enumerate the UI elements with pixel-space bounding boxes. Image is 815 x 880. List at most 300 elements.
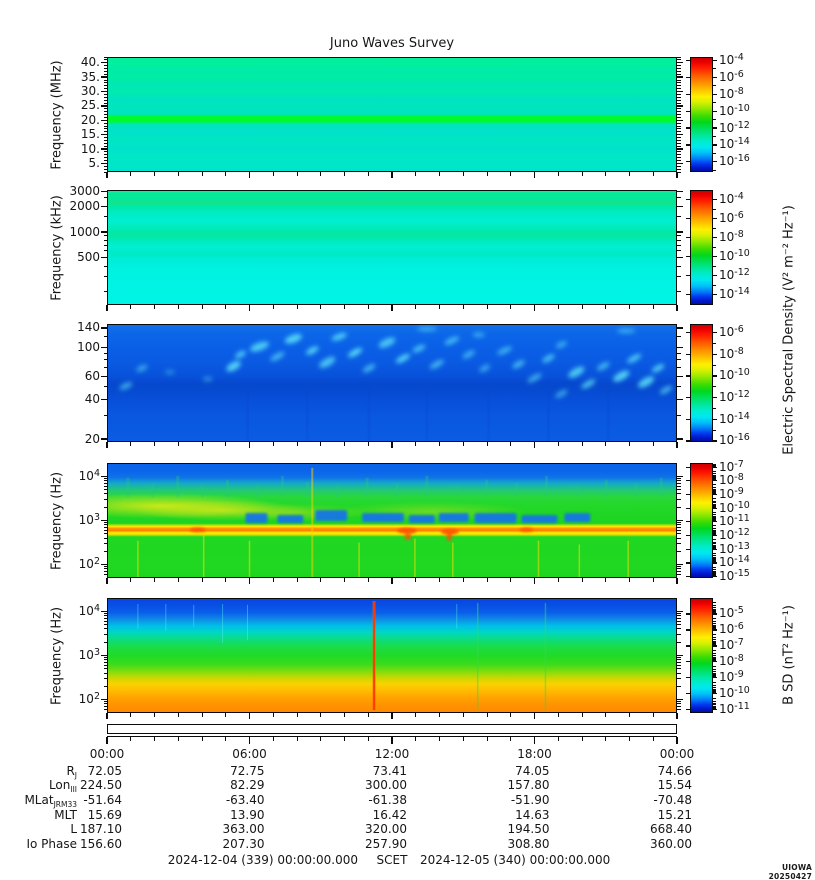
x-major-tick [249,578,250,584]
colorbar-tick-label: $10^{-16}$ [719,432,750,448]
colorbar-minor-tick [713,228,716,229]
y-axis-label: Frequency (Hz) [49,471,65,570]
x-major-tick [391,442,392,448]
y-tick-label: 15. [80,127,100,142]
colorbar-tick-label: $10^{-10}$ [719,499,750,515]
colorbar-major-tick [686,332,690,333]
colorbar-minor-tick [713,68,716,69]
y-minor-tick [104,662,108,663]
colorbar-major-tick [686,111,690,112]
y-minor-tick [104,367,108,368]
y-minor-tick [677,571,681,572]
y-minor-tick [104,642,108,643]
y-minor-tick [677,665,681,666]
time-axis-bar [107,724,677,734]
colorbar-tick-label: $10^{-12}$ [719,119,750,135]
colorbar-minor-tick [713,693,716,694]
time-minor-tick [368,737,369,741]
colorbar-minor-tick [713,534,716,535]
colorbar-major-tick [686,397,690,398]
y-minor-tick [104,59,108,60]
y-minor-tick [104,551,108,552]
x-minor-tick [320,442,321,446]
x-minor-tick [415,442,416,446]
y-minor-tick [104,686,108,687]
x-minor-tick [463,442,464,446]
x-minor-tick [463,172,464,176]
y-major-tick [677,76,683,77]
y-tick-label: $10^4$ [78,602,100,618]
colorbar-tick-label: $10^{-6}$ [719,621,744,637]
colorbar-major-tick [713,218,717,219]
y-minor-tick [104,659,108,660]
colorbar-major-tick [686,275,690,276]
colorbar-tick-label: $10^{-14}$ [719,136,750,152]
ephemeris-value: 74.05 [515,763,550,778]
y-major-tick [677,163,683,164]
y-major-tick [677,611,683,612]
x-major-tick [676,305,677,311]
x-minor-tick [225,442,226,446]
y-minor-tick [677,568,681,569]
y-tick-label: 25. [80,98,100,113]
colorbar-minor-tick [713,653,716,654]
y-minor-tick [104,522,108,523]
y-major-tick [101,438,107,439]
x-minor-tick [582,172,583,176]
colorbar-tick-label: $10^{-9}$ [719,485,744,501]
x-minor-tick [225,578,226,582]
colorbar-minor-tick [713,209,716,210]
time-tick-label: 00:00 [89,747,125,761]
x-minor-tick [202,305,203,309]
x-major-tick [249,442,250,448]
y-major-tick [101,376,107,377]
y-minor-tick [677,126,681,127]
y-minor-tick [677,709,681,710]
y-minor-tick [104,57,108,58]
chart-title: Juno Waves Survey [329,36,455,51]
x-minor-tick [273,713,274,717]
x-major-tick [106,172,107,178]
colorbar-major-tick [686,161,690,162]
ephemeris-value: 157.80 [507,778,550,793]
y-minor-tick [104,478,108,479]
y-tick-label: 1000 [69,224,100,239]
y-minor-tick [677,117,681,118]
y-major-tick [677,231,683,232]
y-minor-tick [677,493,681,494]
ephemeris-value: 74.66 [657,763,692,778]
y-minor-tick [104,615,108,616]
x-minor-tick [344,578,345,582]
y-minor-tick [677,703,681,704]
y-major-tick [101,327,107,328]
y-minor-tick [104,117,108,118]
y-minor-tick [104,701,108,702]
x-minor-tick [558,578,559,582]
b-spectral-density-unit-label: B SD (nT² Hz⁻¹) [781,605,797,705]
colorbar-minor-tick [713,480,716,481]
y-minor-tick [677,624,681,625]
y-minor-tick [677,276,681,277]
x-minor-tick [487,713,488,717]
ephemeris-value: 16.42 [372,807,407,822]
y-tick-label: 500 [77,250,100,265]
y-minor-tick [104,336,108,337]
y-minor-tick [677,140,681,141]
y-tick-label: 60 [84,368,100,383]
y-major-tick [677,655,683,656]
colorbar-major-tick [686,562,690,563]
time-minor-tick [273,737,274,741]
y-minor-tick [677,291,681,292]
x-minor-tick [178,305,179,309]
colorbar-major-tick [686,237,690,238]
x-minor-tick [202,172,203,176]
colorbar-tick-label: $10^{-12}$ [719,527,750,543]
y-minor-tick [104,386,108,387]
x-minor-tick [629,442,630,446]
colorbar-minor-tick [713,548,716,549]
colorbar-tick-label: $10^{-14}$ [719,286,750,302]
y-tick-label: 5. [88,155,100,170]
y-major-tick [677,148,683,149]
colorbar-tick-label: $10^{-9}$ [719,669,744,685]
y-minor-tick [104,566,108,567]
y-tick-label: 2000 [69,198,100,213]
colorbar-minor-tick [713,170,716,171]
y-minor-tick [104,621,108,622]
y-minor-tick [677,266,681,267]
y-minor-tick [677,359,681,360]
y-minor-tick [677,618,681,619]
x-major-tick [676,442,677,448]
x-minor-tick [510,172,511,176]
y-minor-tick [677,574,681,575]
colorbar-minor-tick [713,153,716,154]
y-major-tick [101,611,107,612]
x-minor-tick [558,442,559,446]
colorbar-minor-tick [713,498,716,499]
x-major-tick [106,442,107,448]
x-minor-tick [154,172,155,176]
y-minor-tick [677,507,681,508]
colorbar-tick-label: $10^{-14}$ [719,554,750,570]
y-minor-tick [104,143,108,144]
y-minor-tick [104,235,108,236]
colorbar-major-tick [713,94,717,95]
y-minor-tick [104,151,108,152]
time-minor-tick [605,737,606,741]
x-minor-tick [154,578,155,582]
colorbar-minor-tick [713,666,716,667]
colorbar-tick-label: $10^{-6}$ [719,324,744,340]
colorbar-minor-tick [713,567,716,568]
y-major-tick [101,399,107,400]
y-tick-label: $10^2$ [78,556,100,572]
colorbar-minor-tick [713,408,716,409]
y-minor-tick [677,85,681,86]
y-minor-tick [677,71,681,72]
x-minor-tick [558,305,559,309]
colorbar-major-tick [686,294,690,295]
time-minor-tick [154,737,155,741]
y-minor-tick [677,634,681,635]
y-minor-tick [677,642,681,643]
time-major-tick [676,737,677,744]
x-minor-tick [368,578,369,582]
y-minor-tick [104,415,108,416]
ephemeris-value: 360.00 [650,837,692,851]
y-minor-tick [677,527,681,528]
colorbar-major-tick [713,127,717,128]
colorbar-minor-tick [713,119,716,120]
colorbar-tick-label: $10^{-14}$ [719,410,750,426]
time-major-tick [249,737,250,744]
x-minor-tick [653,442,654,446]
colorbar-minor-tick [713,85,716,86]
x-major-tick [534,172,535,178]
y-minor-tick [104,108,108,109]
x-major-tick [391,578,392,584]
x-minor-tick [320,578,321,582]
y-minor-tick [104,507,108,508]
ephemeris-value: 15.21 [657,807,692,822]
colorbar-minor-tick [713,493,716,494]
x-minor-tick [344,713,345,717]
y-minor-tick [677,706,681,707]
colorbar-tick-label: $10^{-11}$ [719,513,750,529]
colorbar-minor-tick [713,539,716,540]
colorbar-major-tick [686,256,690,257]
y-minor-tick [104,250,108,251]
time-minor-tick [297,737,298,741]
y-minor-tick [104,74,108,75]
y-minor-tick [104,543,108,544]
y-minor-tick [104,123,108,124]
colorbar-minor-tick [713,637,716,638]
colorbar-minor-tick [713,430,716,431]
uiowa-watermark: UIOWA 20250427 [768,863,812,880]
y-minor-tick [104,68,108,69]
time-minor-tick [439,737,440,741]
x-major-tick [391,172,392,178]
colorbar-major-tick [686,440,690,441]
x-minor-tick [297,442,298,446]
colorbar-major-tick [686,613,690,614]
colorbar-major-tick [686,480,690,481]
colorbar-minor-tick [713,650,716,651]
x-minor-tick [415,713,416,717]
y-minor-tick [677,543,681,544]
y-axis-label: Frequency (Hz) [49,606,65,705]
y-minor-tick [104,197,108,198]
y-minor-tick [677,686,681,687]
y-minor-tick [677,240,681,241]
ephemeris-value: 363.00 [222,822,265,837]
x-minor-tick [653,172,654,176]
y-major-tick [677,206,683,207]
y-minor-tick [677,137,681,138]
y-minor-tick [104,276,108,277]
y-minor-tick [104,266,108,267]
y-minor-tick [677,386,681,387]
b-hz-features-overlay [108,599,676,712]
y-major-tick [101,148,107,149]
y-minor-tick [104,524,108,525]
x-minor-tick [368,442,369,446]
y-tick-label: 10. [80,141,100,156]
x-minor-tick [130,305,131,309]
x-minor-tick [273,172,274,176]
ephemeris-value: 15.54 [657,778,692,793]
colorbar-major-tick [686,375,690,376]
y-major-tick [101,191,107,192]
x-major-tick [534,578,535,584]
colorbar-tick-label: $10^{-13}$ [719,540,750,556]
x-minor-tick [605,305,606,309]
ephemeris-value: -51.64 [83,792,122,807]
x-minor-tick [629,713,630,717]
colorbar-minor-tick [713,285,716,286]
time-tick-label: 18:00 [517,747,552,761]
y-minor-tick [104,665,108,666]
colorbar-minor-tick [713,466,716,467]
colorbar-minor-tick [713,682,716,683]
x-minor-tick [487,305,488,309]
y-minor-tick [104,533,108,534]
y-minor-tick [677,522,681,523]
y-minor-tick [104,111,108,112]
colorbar-major-tick [686,354,690,355]
y-minor-tick [677,367,681,368]
x-minor-tick [130,578,131,582]
colorbar-gradient [690,57,713,172]
y-minor-tick [677,97,681,98]
ephemeris-value: 668.40 [650,822,692,837]
x-minor-tick [154,713,155,717]
y-axis-label: Frequency (MHz) [49,59,65,170]
x-major-tick [391,713,392,719]
colorbar-major-tick [686,661,690,662]
x-minor-tick [178,172,179,176]
ephemeris-value: -51.90 [510,792,550,807]
colorbar-major-tick [686,144,690,145]
x-major-tick [534,305,535,311]
y-major-tick [101,105,107,106]
y-minor-tick [104,530,108,531]
colorbar-tick-label: $10^{-8}$ [719,472,744,488]
colorbar-minor-tick [713,661,716,662]
y-minor-tick [104,493,108,494]
colorbar-major-tick [686,629,690,630]
y-minor-tick [104,71,108,72]
x-minor-tick [510,713,511,717]
time-minor-tick [344,737,345,741]
y-minor-tick [104,499,108,500]
electric-spectral-density-unit-label: Electric Spectral Density (V² m⁻² Hz⁻¹) [781,205,797,455]
colorbar-minor-tick [713,266,716,267]
x-minor-tick [344,172,345,176]
colorbar-major-tick [686,77,690,78]
y-tick-label: 100 [77,339,100,354]
y-major-tick [101,206,107,207]
ephemeris-value: 308.80 [507,837,550,851]
y-minor-tick [104,634,108,635]
colorbar-b-survey-hz [690,598,713,713]
colorbar-major-tick [713,237,717,238]
ephemeris-value: 82.29 [230,778,265,793]
x-minor-tick [415,172,416,176]
y-minor-tick [677,489,681,490]
colorbar-minor-tick [713,677,716,678]
y-minor-tick [677,499,681,500]
colorbar-tick-label: $10^{-4}$ [719,191,744,206]
x-minor-tick [510,442,511,446]
x-minor-tick [463,305,464,309]
colorbar-major-tick [713,397,717,398]
x-minor-tick [439,578,440,582]
y-minor-tick [104,480,108,481]
ephemeris-value: 187.10 [80,822,122,837]
spectrogram-e-survey-khz-high [107,190,677,305]
y-minor-tick [104,100,108,101]
colorbar-major-tick [713,332,717,333]
y-major-tick [677,257,683,258]
x-minor-tick [510,305,511,309]
colorbar-e-survey-khz-low [690,324,713,442]
colorbar-major-tick [686,645,690,646]
colorbar-minor-tick [713,562,716,563]
colorbar-major-tick [686,94,690,95]
y-minor-tick [677,566,681,567]
y-minor-tick [677,483,681,484]
x-minor-tick [154,305,155,309]
colorbar-major-tick [686,677,690,678]
x-minor-tick [629,172,630,176]
ephemeris-value: 194.50 [507,822,550,837]
colorbar-major-tick [686,535,690,536]
start-datetime: 2024-12-04 (339) 00:00:00.000 [167,853,358,867]
colorbar-minor-tick [713,365,716,366]
y-minor-tick [104,240,108,241]
time-minor-tick [130,737,131,741]
y-minor-tick [677,480,681,481]
y-minor-tick [104,154,108,155]
colorbar-major-tick [713,419,717,420]
y-minor-tick [104,137,108,138]
colorbar-minor-tick [713,701,716,702]
y-minor-tick [677,123,681,124]
y-major-tick [101,76,107,77]
x-minor-tick [582,442,583,446]
ephemeris-row-label: $R_J$ [66,763,77,780]
y-minor-tick [677,131,681,132]
colorbar-tick-label: $10^{-10}$ [719,248,750,264]
x-minor-tick [297,172,298,176]
colorbar-minor-tick [713,634,716,635]
y-minor-tick [677,80,681,81]
colorbar-minor-tick [713,386,716,387]
y-minor-tick [677,100,681,101]
x-minor-tick [605,578,606,582]
colorbar-tick-label: $10^{-6}$ [719,68,744,84]
y-major-tick [677,327,683,328]
y-minor-tick [677,111,681,112]
colorbar-major-tick [713,77,717,78]
x-minor-tick [273,578,274,582]
